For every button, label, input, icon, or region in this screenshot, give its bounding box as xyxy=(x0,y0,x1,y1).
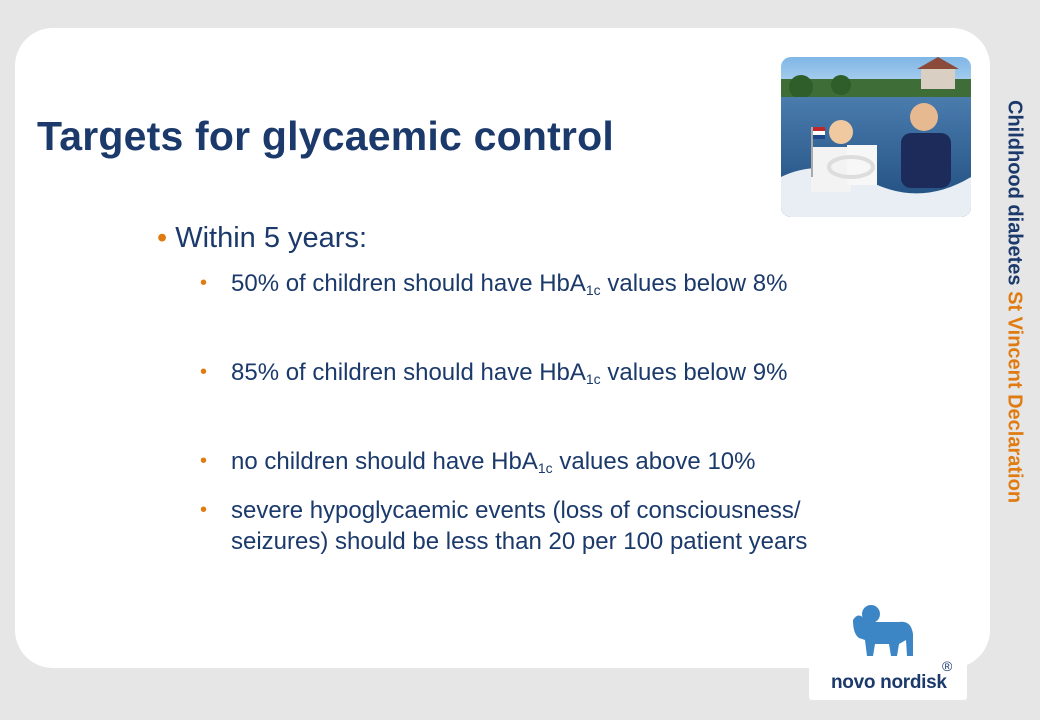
bullet-icon: • xyxy=(200,450,208,472)
item-text: no children should have HbA xyxy=(231,448,538,475)
item-text: 85% of children should have HbA xyxy=(231,359,586,386)
bullet-icon: • xyxy=(200,272,208,294)
novo-nordisk-logo xyxy=(809,600,967,700)
list-item xyxy=(200,357,920,388)
bullet-icon: • xyxy=(200,499,208,521)
item-subscript: 1c xyxy=(537,460,553,476)
list-item xyxy=(200,495,900,557)
level1-text: Within 5 years: xyxy=(175,222,368,254)
bullet-icon: • xyxy=(157,222,168,254)
item-text: values below 8% xyxy=(600,270,788,297)
bullet-level1 xyxy=(157,222,367,255)
registered-mark: ® xyxy=(942,658,953,674)
bull-logo-icon xyxy=(809,600,967,660)
item-text: severe hypoglycaemic events (loss of consciousness/ seizures) should be less than 20 per 100 patient years xyxy=(231,497,808,555)
bullet-icon: • xyxy=(200,361,208,383)
item-text: 50% of children should have HbA xyxy=(231,270,586,297)
item-text: values below 9% xyxy=(600,359,788,386)
item-text: values above 10% xyxy=(552,448,756,475)
slide-title: Targets for glycaemic control xyxy=(37,113,614,159)
logo-text: novo nordisk xyxy=(831,672,947,693)
list-item xyxy=(200,268,920,299)
list-item xyxy=(200,446,920,477)
boat-photo-image xyxy=(781,57,971,217)
side-label-part1: Childhood diabetes xyxy=(1003,100,1026,286)
item-subscript: 1c xyxy=(585,282,601,298)
side-label-part2: St Vincent Declaration xyxy=(1003,291,1026,504)
item-subscript: 1c xyxy=(585,371,601,387)
side-label xyxy=(990,100,1038,666)
